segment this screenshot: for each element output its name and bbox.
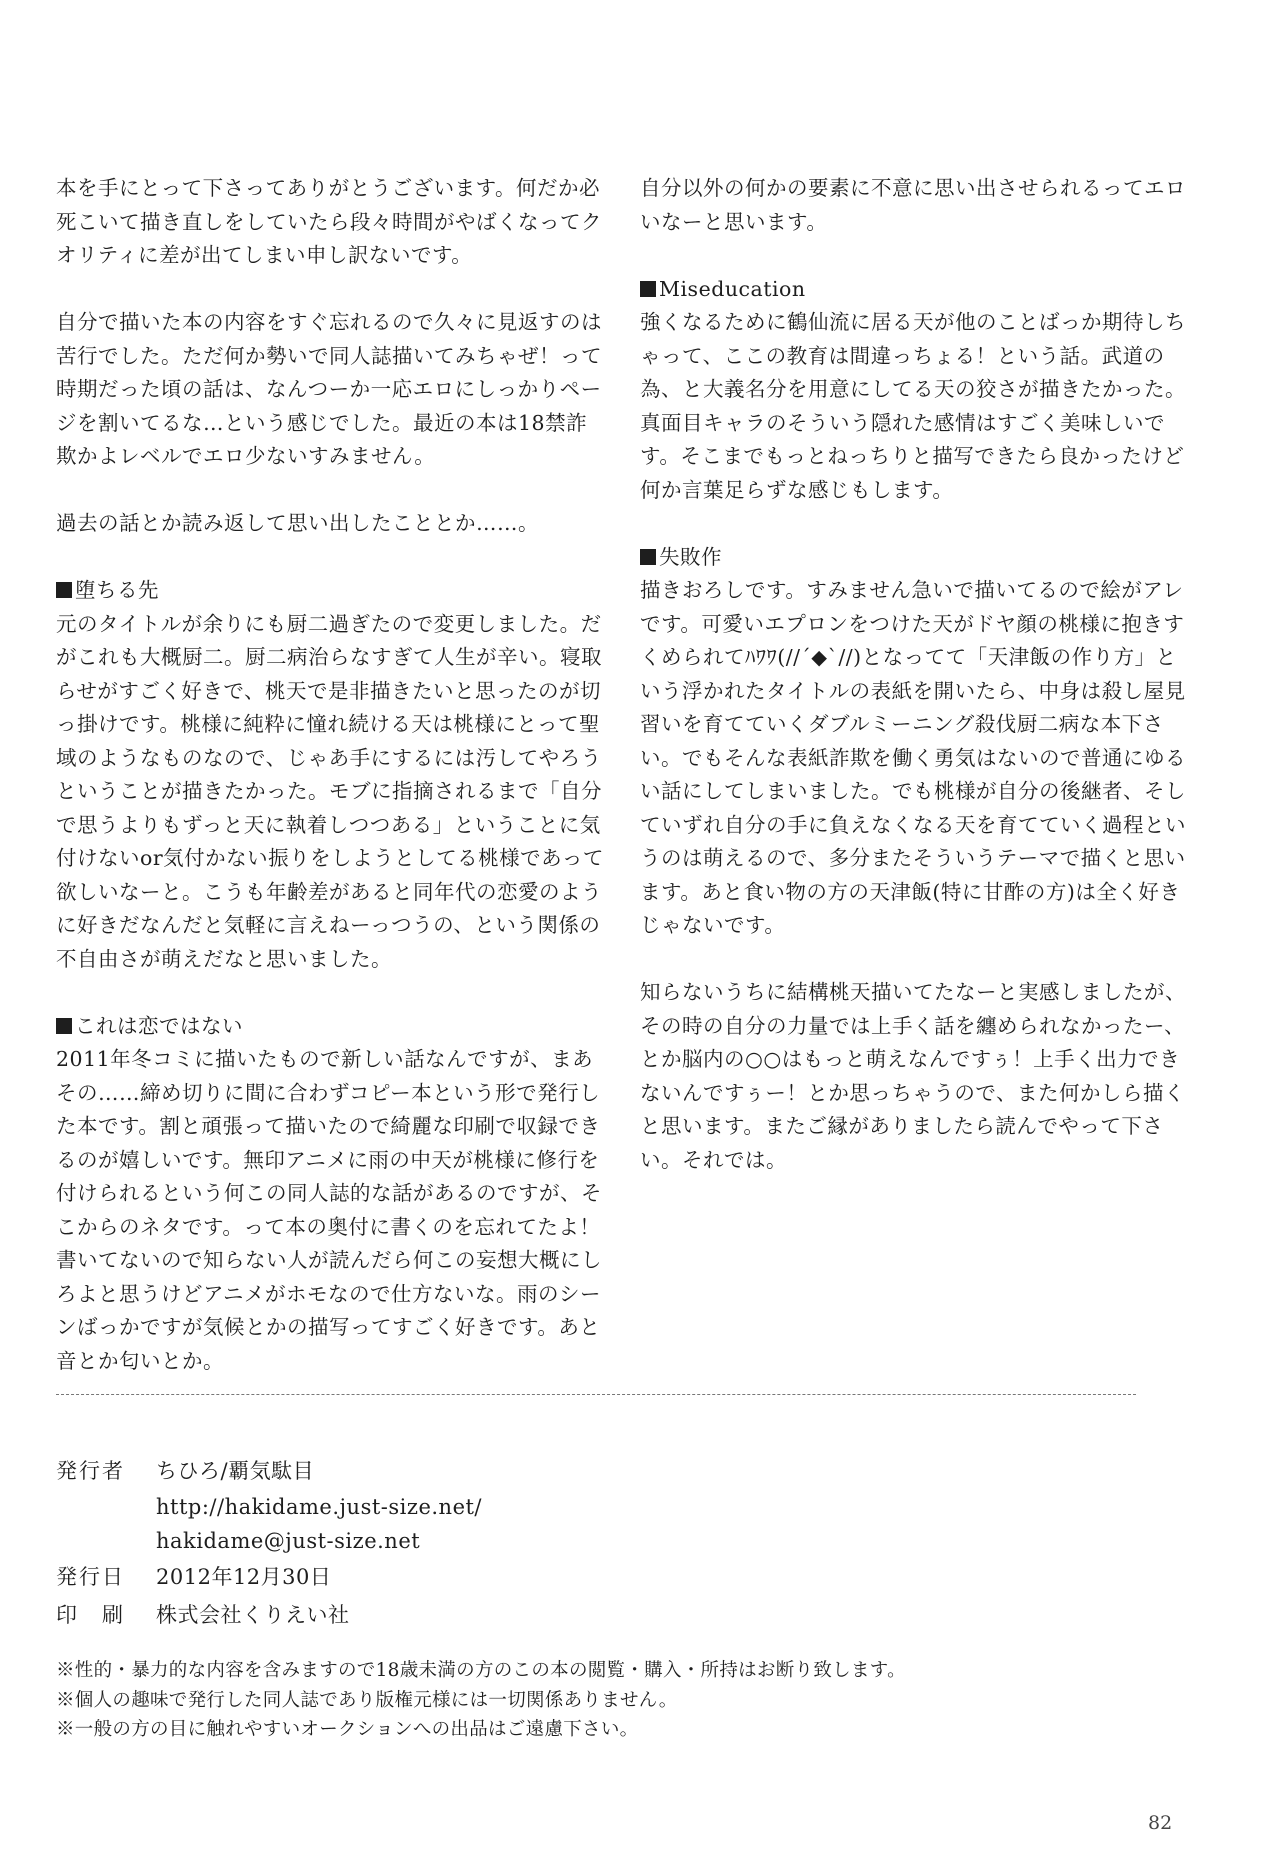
colophon xyxy=(56,1452,482,1634)
square-bullet-icon xyxy=(640,549,656,565)
section-heading-miseducation xyxy=(640,273,1190,307)
intro-paragraph-2: 自分で描いた本の内容をすぐ忘れるので久々に見返すのは苦行でした。ただ何か勢いで同人誌描いてみちゃぜ！って時期だった頃の話は、なんつーか一応エロにしっかりページを割いてるな…という感じでした。最近の本は18禁詐欺かよレベルでエロ少ないすみません。 xyxy=(56,310,602,468)
publisher-label: 発行者 xyxy=(56,1459,125,1483)
date-label: 発行日 xyxy=(56,1565,125,1589)
section-heading-text: 失敗作 xyxy=(659,544,722,569)
colophon-url-row xyxy=(56,1490,482,1524)
intro-paragraph-1: 本を手にとって下さってありがとうございます。何だか必死こいて描き直しをしていたら段々時間がやばくなってクオリティに差が出てしまい申し訳ないです。 xyxy=(56,176,602,267)
square-bullet-icon xyxy=(56,582,72,598)
colophon-printer-row xyxy=(56,1596,482,1634)
section-heading-ochirusaki xyxy=(56,574,606,608)
colophon-divider xyxy=(56,1394,1136,1395)
colophon-date-row xyxy=(56,1558,482,1596)
printer-label: 印 刷 xyxy=(56,1603,125,1627)
publisher-url[interactable]: http://hakidame.just-size.net/ xyxy=(156,1495,483,1519)
section-heading-text: 堕ちる先 xyxy=(75,578,159,602)
section-heading-text: これは恋ではない xyxy=(75,1013,243,1038)
section-heading-koi xyxy=(56,1010,606,1044)
section-body-miseducation: 強くなるために鶴仙流に居る天が他のことばっか期待しちゃって、ここの教育は間違っちょる！という話。武道の為、と大義名分を用意にしてる天の狡さが描きたかった。真面目キャラのそういう隠れた感情はすごく美味しいです。そこまでもっとねっちりと描写できたら良かったけど何か言葉足らずな感じもします。 xyxy=(640,310,1186,502)
section-body-shippaisaku: 描きおろしです。すみません急いで描いてるので絵がアレです。可愛いエプロンをつけた天がドヤ顔の桃様に抱きすくめられてﾊﾜﾜ(//´◆`//)となってて「天津飯の作り方」という浮かれたタイトルの表紙を開いたら、中身は殺し屋見習いを育てていくダブルミーニング殺伐厨二病な本下さい。でもそんな表紙詐欺を働く勇気はないので普通にゆるい話にしてしまいました。でも桃様が自分の後継者、そしていずれ自分の手に負えなくなる天を育てていく過程というのは萌えるので、多分またそういうテーマで描くと思います。あと食い物の方の天津飯(特に甘酢の方)は全く好きじゃないです。 xyxy=(640,578,1186,937)
section-body-ochirusaki: 元のタイトルが余りにも厨二過ぎたので変更しました。だがこれも大概厨二。厨二病治らなすぎて人生が辛い。寝取らせがすごく好きで、桃天で是非描きたいと思ったのが切っ掛けです。桃様に純粋に憧れ続ける天は桃様にとって聖域のようなものなので、じゃあ手にするには汚してやろうということが描きたかった。モブに指摘されるまで「自分で思うよりもずっと天に執着しつつある」ということに気付けないor気付かない振りをしようとしてる桃様であって欲しいなーと。こうも年齢差があると同年代の恋愛のように好きだなんだと気軽に言えねーっつうの、という関係の不自由さが萌えだなと思いました。 xyxy=(56,611,604,971)
notice-auction: ※一般の方の目に触れやすいオークションへの出品はご遠慮下さい。 xyxy=(56,1719,639,1740)
colophon-publisher-row xyxy=(56,1452,482,1490)
colophon-email-row xyxy=(56,1524,482,1558)
intro-paragraph-3: 過去の話とか読み返して思い出したこととか……。 xyxy=(56,511,539,535)
left-column xyxy=(56,172,606,1378)
closing-paragraph: 知らないうちに結構桃天描いてたなーと実感しましたが、その時の自分の力量では上手く話を纏められなかったー、とか脳内の○○はもっと萌えなんですぅ！上手く出力できないんですぅー！とか思っちゃうので、また何かしら描くと思います。またご縁がありましたら読んでやって下さい。それでは。 xyxy=(640,980,1186,1172)
printer-name: 株式会社くりえい社 xyxy=(156,1603,350,1627)
notices xyxy=(56,1656,906,1745)
right-column xyxy=(640,172,1190,1177)
publisher-name: ちひろ/覇気駄目 xyxy=(156,1459,315,1483)
publisher-email[interactable]: hakidame@just-size.net xyxy=(156,1529,421,1553)
square-bullet-icon xyxy=(56,1018,72,1034)
notice-unofficial: ※個人の趣味で発行した同人誌であり版権元様には一切関係ありません。 xyxy=(56,1689,678,1711)
publish-date: 2012年12月30日 xyxy=(156,1565,332,1589)
square-bullet-icon xyxy=(640,281,656,297)
page-number: 82 xyxy=(1148,1812,1173,1834)
notice-age-restriction: ※性的・暴力的な内容を含みますので18歳未満の方のこの本の閲覧・購入・所持はお断り致します。 xyxy=(56,1660,906,1681)
section-body-koi: 2011年冬コミに描いたもので新しい話なんですが、まあその……締め切りに間に合わずコピー本という形で発行した本です。割と頑張って描いたので綺麗な印刷で収録できるのが嬉しいです。無印アニメに雨の中天が桃様に修行を付けられるという何この同人誌的な話があるのですが、そこからのネタです。って本の奥付に書くのを忘れてたよ！書いてないので知らない人が読んだら何この妄想大概にしろよと思うけどアニメがホモなので仕方ないな。雨のシーンばっかですが気候とかの描写ってすごく好きです。あと音とか匂いとか。 xyxy=(56,1047,602,1373)
carry-over-paragraph: 自分以外の何かの要素に不意に思い出させられるってエロいなーと思います。 xyxy=(640,176,1186,234)
section-heading-shippaisaku xyxy=(640,541,1190,575)
section-heading-text: Miseducation xyxy=(659,276,806,301)
